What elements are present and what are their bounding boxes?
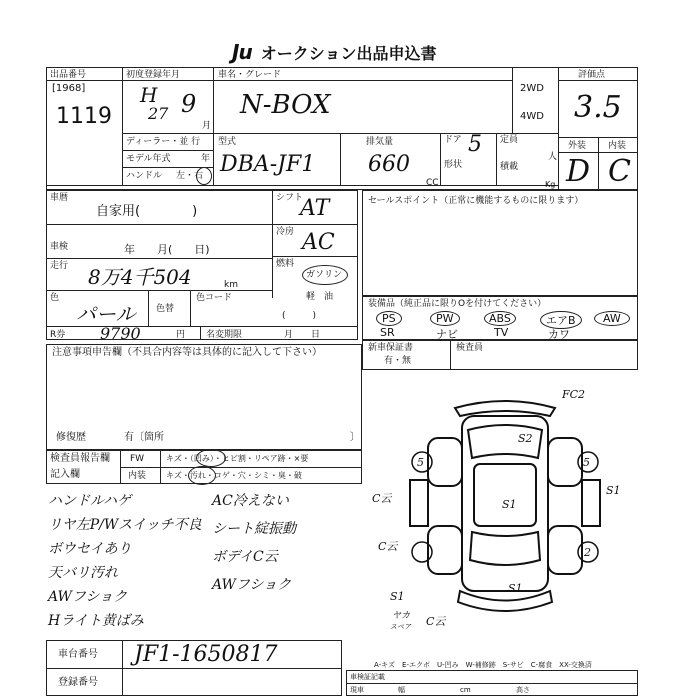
- rtax-unit: 円: [176, 330, 186, 340]
- cap-unit: 月 日: [284, 330, 321, 340]
- size-cm: cm: [460, 686, 471, 694]
- history-label: 車暦: [50, 193, 69, 203]
- load-label: 積載: [500, 162, 519, 172]
- equipment-label: 装備品（純正品に限りOを付けてください）: [368, 299, 547, 309]
- finding-1: ハンドルハゲ: [48, 493, 132, 509]
- ac-value: AC: [302, 230, 335, 255]
- finding-r1: AC冷えない: [212, 493, 289, 509]
- displacement-label: 排気量: [366, 137, 394, 147]
- ext-label: 外装: [568, 141, 587, 151]
- history-value: 自家用( ): [96, 204, 198, 219]
- notes-block: [46, 344, 362, 450]
- finding-3: ボウセイあり: [48, 541, 132, 557]
- label-s1a: S1: [606, 484, 621, 497]
- equip-aw: AW: [594, 311, 630, 326]
- label-c2: C云: [378, 540, 398, 553]
- fuel-gas-circle: [302, 265, 348, 285]
- model-value: DBA-JF1: [220, 152, 316, 177]
- fuel-paren: ( ): [282, 311, 317, 321]
- car-diagram: [370, 380, 640, 630]
- handle-row: ハンドル: [126, 171, 163, 181]
- int-legend: キズ・汚れ・コゲ・穴・シミ・臭・破: [166, 471, 302, 480]
- label-s2: S2: [518, 432, 533, 445]
- capacity-label: 定員: [500, 135, 519, 145]
- rtax-label: R券: [50, 330, 66, 340]
- rating-score: 3.5: [574, 90, 622, 125]
- equip-ps: PS: [376, 311, 402, 326]
- finding-r2: シート綻振動: [212, 521, 296, 537]
- form-title: オークション出品申込書: [260, 44, 437, 63]
- shift-value: AT: [300, 196, 330, 221]
- registration-label: 登録番号: [58, 677, 98, 688]
- first-reg-month-unit: 月: [202, 121, 212, 131]
- interior-label: 内装: [128, 471, 147, 481]
- label-c1: C云: [372, 492, 392, 505]
- label-s1d: S1: [508, 582, 523, 595]
- label-s1b: S1: [502, 498, 517, 511]
- first-reg-month: 9: [181, 90, 197, 118]
- finding-4: 天バリ汚れ: [48, 565, 118, 581]
- color-change-label: 色替: [156, 304, 175, 314]
- mileage-label: 走行: [50, 261, 69, 271]
- label-spare: ヤカ: [392, 611, 411, 621]
- finding-5: AWフショク: [48, 589, 128, 605]
- shape-label: 形状: [444, 160, 463, 170]
- first-reg-era: H: [140, 83, 158, 107]
- model-year-row: モデル年式: [126, 154, 171, 164]
- label-s1c: S1: [390, 590, 405, 603]
- int-grade: C: [608, 154, 631, 189]
- input-label: 記入欄: [50, 469, 80, 480]
- drive-4wd: 4WD: [520, 111, 544, 122]
- doors-label: ドア: [444, 135, 462, 145]
- int-label: 内装: [608, 141, 627, 151]
- finding-r4: AWフショク: [212, 577, 292, 593]
- color-label: 色: [50, 293, 60, 303]
- fw-label: FW: [130, 454, 145, 464]
- legend-bottom: A-キズ E-エクボ U-凹み W-補修跡 S-サビ C-腐食 XX-交換済: [374, 661, 592, 669]
- equip-leather: カワ: [548, 328, 570, 341]
- repair-end: 〕: [350, 432, 360, 443]
- lot-label: 出品番号: [50, 70, 87, 80]
- chassis-value: JF1-1650817: [134, 642, 278, 667]
- inspect-label: 検査員報告欄: [50, 453, 110, 464]
- first-reg-year: 27: [148, 104, 169, 123]
- size-label-1: 車検証記載: [350, 673, 385, 681]
- rating-label: 評価点: [578, 70, 606, 80]
- drive-2wd: 2WD: [520, 83, 544, 94]
- notes-label: 注意事項申告欄（不具合内容等は具体的に記入して下さい）: [52, 347, 322, 358]
- car-name-label: 車名・グレード: [218, 70, 282, 80]
- inspector-label: 検査員: [456, 343, 484, 353]
- dealer-row: ディーラー・並 行: [126, 137, 201, 147]
- handle-value: 左・右: [176, 171, 204, 181]
- repair-value: 有〔箇所: [124, 432, 164, 443]
- lot-sub: [1968]: [52, 83, 86, 94]
- findings-left: [48, 490, 202, 634]
- chassis-label: 車台番号: [58, 649, 98, 660]
- ac-label: 冷房: [276, 227, 295, 237]
- label-spare-sub: スペア: [390, 623, 411, 630]
- size-h: 高さ: [516, 686, 530, 694]
- fuel-light: 軽 油: [306, 292, 334, 302]
- finding-r3: ボデイC云: [212, 549, 278, 565]
- displacement-unit: CC: [426, 178, 439, 188]
- label-2: 2: [584, 546, 591, 559]
- fuel-gas: ガソリン: [306, 270, 343, 280]
- label-5b: 5: [583, 456, 590, 469]
- load-unit: Kg: [545, 180, 556, 189]
- equip-pw: PW: [430, 311, 460, 326]
- model-label: 型式: [218, 137, 237, 147]
- ju-logo: Ju: [232, 40, 252, 64]
- equip-sr: SR: [380, 326, 395, 339]
- equip-tv: TV: [494, 326, 509, 339]
- dent-circle: [196, 449, 226, 467]
- sales-label: セールスポイント（正常に機能するものに限ります）: [368, 196, 584, 206]
- warranty-value: 有・無: [384, 356, 412, 366]
- ext-grade: D: [566, 154, 591, 189]
- mileage-unit: km: [224, 280, 238, 290]
- equip-airbag: エアB: [540, 311, 582, 329]
- doors-value: 5: [468, 132, 482, 157]
- color-value: パール: [76, 302, 136, 326]
- displacement-value: 660: [368, 152, 410, 177]
- label-5a: 5: [417, 456, 424, 469]
- size-w: 幅: [398, 686, 405, 694]
- capacity-unit: 人: [548, 152, 558, 162]
- finding-6: Hライト黄ばみ: [48, 613, 144, 629]
- header: [232, 40, 436, 64]
- color-code-label: 色コード: [196, 293, 233, 303]
- first-reg-label: 初度登録年月: [126, 70, 181, 80]
- handle-circle: [196, 167, 212, 185]
- shift-label: シフト: [276, 193, 304, 203]
- car-name: N-BOX: [240, 90, 331, 120]
- fuel-label: 燃料: [276, 259, 295, 269]
- model-year-unit: 年: [201, 154, 211, 164]
- label-fc2: FC2: [562, 388, 586, 401]
- stain-circle: [188, 466, 216, 485]
- mileage-value: 8万4千504: [88, 265, 192, 289]
- size-label-2: 現車: [350, 686, 364, 694]
- equip-abs: ABS: [484, 311, 516, 326]
- repair-label: 修復歴: [56, 432, 86, 443]
- inspection-text: 年 月( 日): [124, 243, 210, 256]
- equip-navi: ナビ: [436, 328, 458, 341]
- rtax-value: 9790: [100, 324, 141, 343]
- findings-right: [212, 490, 296, 602]
- lot-number: 1119: [56, 104, 112, 129]
- cap-label: 名変期限: [206, 330, 243, 340]
- finding-2: リヤ左P/Wスイッチ不良: [48, 517, 202, 533]
- warranty-label: 新車保証書: [368, 343, 414, 353]
- ext-legend: キズ・（凹み）・ヒビ割・リペア跡・×要: [166, 454, 309, 463]
- inspection-label: 車検: [50, 242, 69, 252]
- label-c3: C云: [426, 615, 446, 628]
